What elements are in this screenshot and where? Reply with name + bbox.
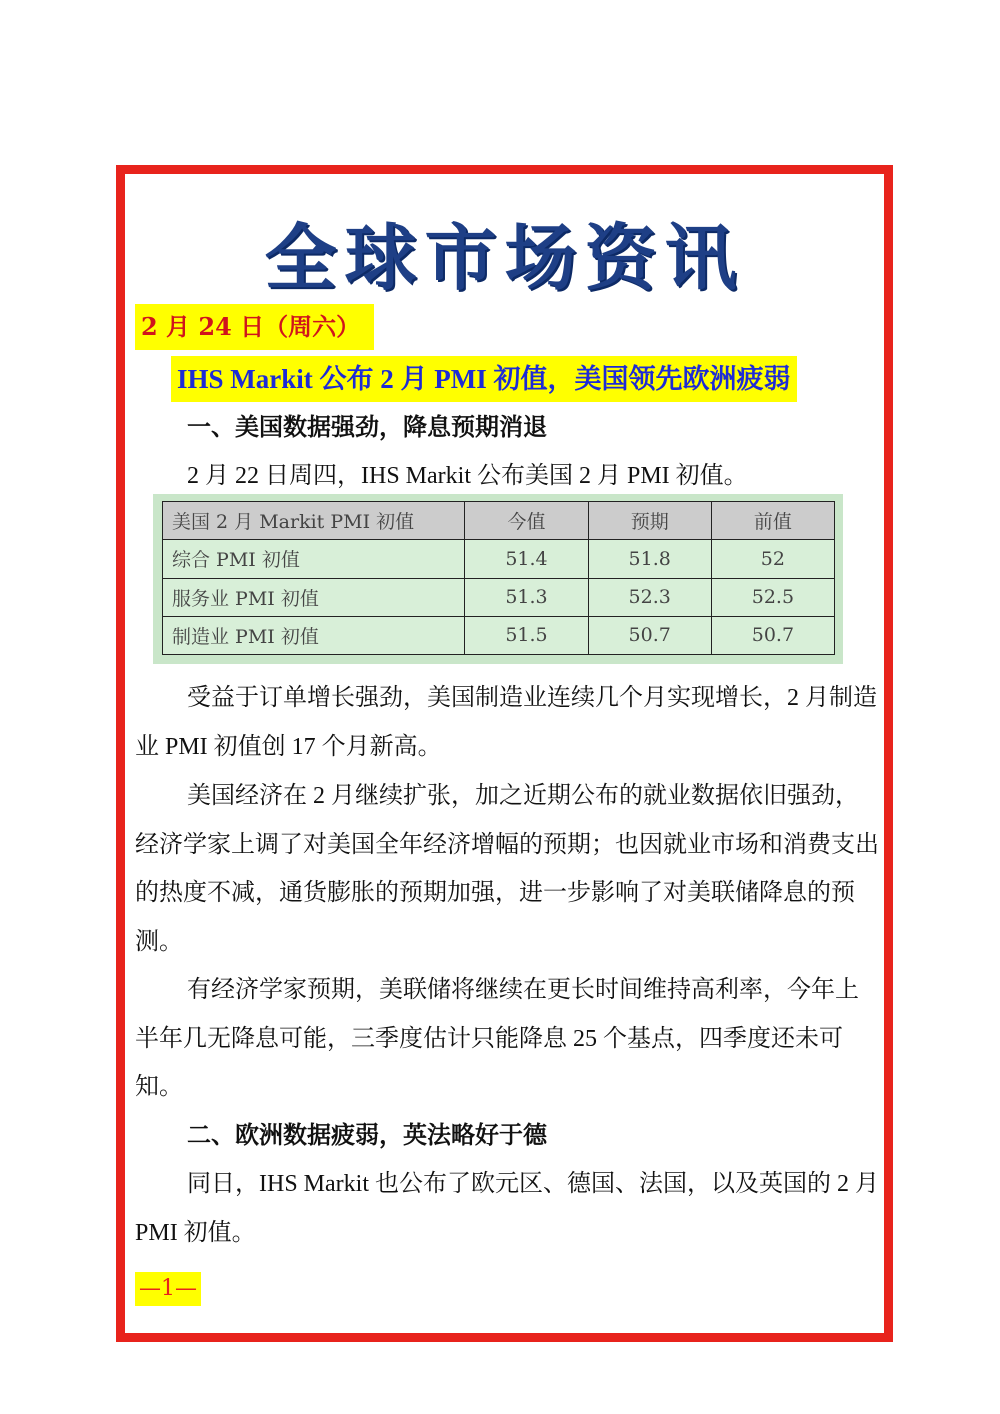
paragraph-4: 同日，IHS Markit 也公布了欧元区、德国、法国，以及英国的 2 月 PMI 初值。 — [135, 1171, 879, 1246]
paragraph-1: 受益于订单增长强劲，美国制造业连续几个月实现增长，2 月制造业 PMI 初值创 17 个月新高。 — [135, 685, 877, 760]
paragraph-2: 美国经济在 2 月继续扩张，加之近期公布的就业数据依旧强劲，经济学家上调了对美国全年经济增幅的预期；也因就业市场和消费支出的热度不减，通货膨胀的预期加强，进一步影响了对美联储降息的预测。 — [135, 783, 879, 955]
table-cell: 50.7 — [588, 616, 711, 654]
issue-date: 2 月 24 日（周六） — [135, 304, 374, 350]
masthead-title: 全球市场资讯 — [264, 215, 745, 300]
article-headline: IHS Markit 公布 2 月 PMI 初值，美国领先欧洲疲弱 — [171, 356, 797, 402]
table-row — [163, 540, 835, 578]
paragraph-intro: 2 月 22 日周四，IHS Markit 公布美国 2 月 PMI 初值。 — [187, 463, 748, 489]
table-cell: 51.8 — [588, 540, 711, 578]
paragraph-3: 有经济学家预期，美联储将继续在更长时间维持高利率，今年上半年几无降息可能，三季度估计只能降息 25 个基点，四季度还未可知。 — [135, 977, 859, 1100]
table-header-cell: 今值 — [465, 502, 588, 540]
table-cell: 52.5 — [711, 578, 834, 616]
table-row — [163, 616, 835, 654]
page-frame — [116, 165, 893, 1342]
table-header-cell: 前值 — [711, 502, 834, 540]
pmi-table-container — [153, 494, 843, 664]
section-heading-1: 一、美国数据强劲，降息预期消退 — [187, 415, 547, 441]
page-number: —1— — [135, 1272, 201, 1306]
section-heading-2: 二、欧洲数据疲弱，英法略好于德 — [187, 1123, 547, 1149]
pmi-table — [162, 501, 835, 655]
table-cell: 51.3 — [465, 578, 588, 616]
table-header-cell: 预期 — [588, 502, 711, 540]
table-header-cell: 美国 2 月 Markit PMI 初值 — [163, 502, 465, 540]
table-header-row — [163, 502, 835, 540]
table-cell: 51.4 — [465, 540, 588, 578]
table-cell: 52.3 — [588, 578, 711, 616]
table-cell: 51.5 — [465, 616, 588, 654]
table-cell: 综合 PMI 初值 — [163, 540, 465, 578]
table-cell: 50.7 — [711, 616, 834, 654]
table-cell: 制造业 PMI 初值 — [163, 616, 465, 654]
table-cell: 服务业 PMI 初值 — [163, 578, 465, 616]
table-row — [163, 578, 835, 616]
table-cell: 52 — [711, 540, 834, 578]
